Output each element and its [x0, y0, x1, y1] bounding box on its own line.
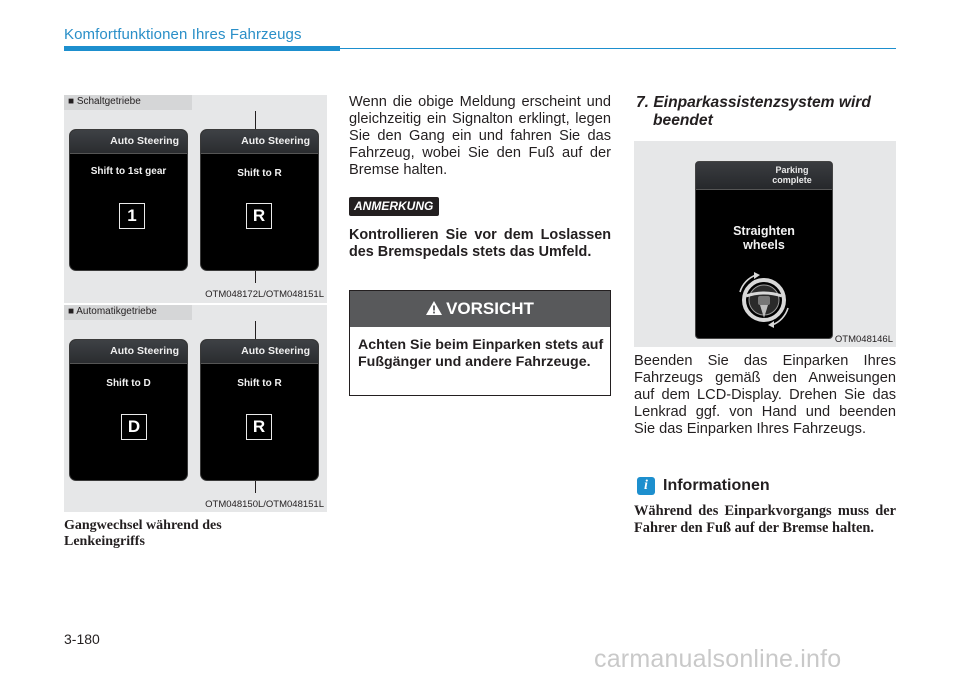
cluster-display-right: [200, 129, 319, 271]
display-header-text: [762, 165, 822, 185]
display-message-line: Straighten: [733, 224, 795, 238]
cluster-message: Shift to D: [106, 378, 151, 389]
watermark: carmanualsonline.info: [594, 645, 842, 673]
section-heading-line: 7. Einparkassistenzsystem wird: [636, 94, 871, 111]
cluster-header-text: Auto Steering: [110, 135, 179, 147]
figure-manual-transmission: [64, 95, 327, 303]
display-header-line: complete: [772, 175, 812, 185]
figure-code: OTM048146L: [834, 334, 893, 345]
display-message: [696, 224, 832, 252]
cluster-message: Shift to 1st gear: [90, 166, 167, 177]
section-heading: [636, 94, 898, 130]
figure-tag: ■ Schaltgetriebe: [68, 96, 141, 107]
cluster-header: [201, 130, 318, 154]
cluster-message: Shift to R: [237, 168, 282, 179]
warning-triangle-icon: [426, 301, 442, 315]
figure-tag: ■ Automatikgetriebe: [68, 306, 157, 317]
lcd-display: [695, 161, 833, 339]
gear-indicator: D: [121, 414, 147, 440]
gear-indicator: 1: [119, 203, 145, 229]
figure-caption: [64, 518, 222, 550]
cluster-header-text: Auto Steering: [241, 345, 310, 357]
cluster-display-right: [200, 339, 319, 481]
section-heading-line: beendet: [653, 112, 713, 129]
cluster-header-text: Auto Steering: [241, 135, 310, 147]
cluster-message: Shift to R: [237, 378, 282, 389]
caution-label: VORSICHT: [446, 299, 534, 318]
caution-text: Achten Sie beim Einparken stets auf Fußgänger und andere Fahrzeuge.: [358, 337, 604, 370]
note-text: Kontrollieren Sie vor dem Loslassen des Bremspedals stets das Umfeld.: [349, 227, 611, 260]
figure-parking-complete: [634, 141, 896, 347]
instruction-paragraph: Wenn die obige Meldung erscheint und gleichzeitig ein Signalton erklingt, legen Sie den Gang ein und fahren Sie das Fahrzeug, wobei Sie den Fuß auf der Bremse halten.: [349, 94, 611, 178]
info-icon: i: [637, 477, 655, 495]
display-header: [696, 162, 832, 190]
display-header-line: Parking: [775, 165, 809, 175]
caption-line: Lenkeingriffs: [64, 534, 145, 549]
note-badge: ANMERKUNG: [349, 197, 439, 216]
cluster-header: [70, 340, 187, 364]
chapter-title: Komfortfunktionen Ihres Fahrzeugs: [64, 26, 302, 43]
info-text: Während des Einparkvorgangs muss der Fahrer den Fuß auf der Bremse halten.: [634, 503, 896, 536]
caution-header: [350, 291, 610, 327]
cluster-header-text: Auto Steering: [110, 345, 179, 357]
header-rule-thin: [340, 48, 896, 49]
gear-indicator: R: [246, 414, 272, 440]
cluster-display-left: [69, 339, 188, 481]
page-number: 3-180: [64, 631, 100, 647]
header-rule-thick: [64, 46, 340, 51]
cluster-header: [70, 130, 187, 154]
steering-wheel-icon: [734, 270, 794, 330]
info-title: Informationen: [663, 477, 770, 494]
right-paragraph: Beenden Sie das Einparken Ihres Fahrzeugs gemäß den Anweisungen auf dem LCD-Display. Drehen Sie das Lenkrad ggf. von Hand und beenden Sie das Einparken Ihres Fahrzeugs.: [634, 353, 896, 437]
figure-code: OTM048172L/OTM048151L: [205, 289, 324, 300]
gear-indicator: R: [246, 203, 272, 229]
caption-line: Gangwechsel während des: [64, 518, 222, 533]
cluster-display-left: [69, 129, 188, 271]
figure-automatic-transmission: [64, 305, 327, 512]
cluster-header: [201, 340, 318, 364]
figure-code: OTM048150L/OTM048151L: [205, 499, 324, 510]
caution-box: [349, 290, 611, 396]
display-message-line: wheels: [743, 238, 785, 252]
